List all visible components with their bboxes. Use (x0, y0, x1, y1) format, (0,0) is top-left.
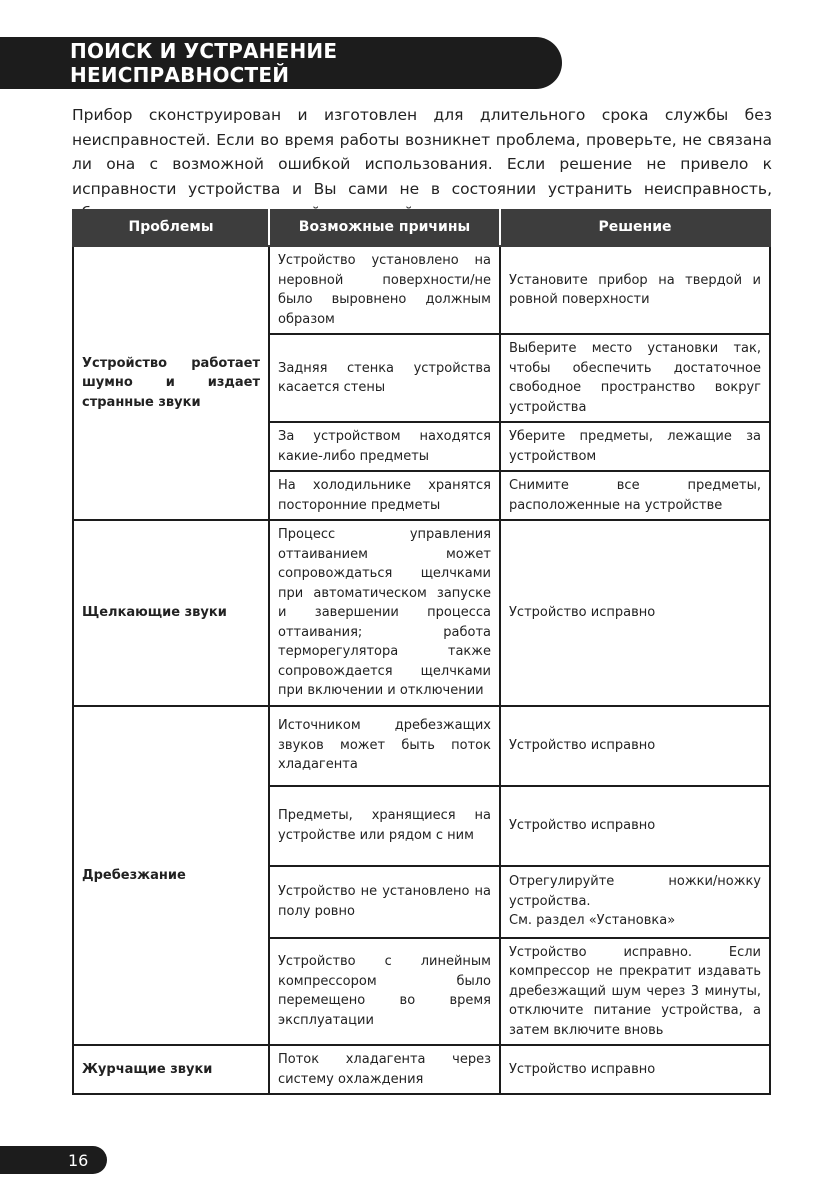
problem-cell: Дребезжание (73, 706, 269, 1046)
table-row (73, 246, 770, 334)
cause-cell: Источником дребезжащих звуков может быть поток хладагента (269, 706, 500, 786)
column-header-causes: Возможные причины (269, 210, 500, 246)
cause-cell: На холодильнике хранятся посторонние предметы (269, 471, 500, 520)
troubleshooting-table (72, 209, 771, 1095)
cause-cell: Предметы, хранящиеся на устройстве или рядом с ним (269, 786, 500, 866)
column-header-problems: Проблемы (73, 210, 269, 246)
problem-cell: Устройство работает шумно и издает странные звуки (73, 246, 269, 520)
table-header-row (73, 210, 770, 246)
cause-cell: Устройство не установлено на полу ровно (269, 866, 500, 938)
page-title: ПОИСК И УСТРАНЕНИЕ НЕИСПРАВНОСТЕЙ (70, 39, 338, 87)
column-header-solution: Решение (500, 210, 770, 246)
page-number: 16 (68, 1150, 89, 1170)
table-row (73, 520, 770, 706)
solution-cell: Устройство исправно. Если компрессор не прекратит издавать дребезжащий шум через 3 минуты, отключите питание устройства, а затем включите вновь (500, 938, 770, 1046)
solution-cell: Устройство исправно (500, 706, 770, 786)
solution-cell: Уберите предметы, лежащие за устройством (500, 422, 770, 471)
solution-cell: Устройство исправно (500, 786, 770, 866)
problem-cell: Щелкающие звуки (73, 520, 269, 706)
cause-cell: Поток хладагента через систему охлаждения (269, 1045, 500, 1094)
solution-cell: Выберите место установки так, чтобы обеспечить достаточное свободное пространство вокруг устройства (500, 334, 770, 422)
solution-cell (500, 866, 770, 938)
section-header-bar (0, 37, 562, 89)
problem-cell: Журчащие звуки (73, 1045, 269, 1094)
table-row (73, 1045, 770, 1094)
solution-cell: Снимите все предметы, расположенные на устройстве (500, 471, 770, 520)
cause-cell: Устройство установлено на неровной поверхности/не было выровнено должным образом (269, 246, 500, 334)
intro-paragraph: Прибор сконструирован и изготовлен для длительного срока службы без неисправностей. Если во время работы возникнет проблема, проверьте, не связана ли она с возможной ошибкой использования. Если решение не привело к исправности устройства и Вы сами не в состоянии устранить неисправность, (72, 106, 772, 198)
cause-cell: Процесс управления оттаиванием может сопровождаться щелчками при автоматическом запуске и завершении процесса оттаивания; работа терморегулятора также сопровождается щелчками при включении и отключении (269, 520, 500, 706)
solution-cell: Устройство исправно (500, 1045, 770, 1094)
cause-cell: За устройством находятся какие-либо предметы (269, 422, 500, 471)
solution-reference: См. раздел «Установка» (509, 913, 676, 929)
table-row (73, 706, 770, 786)
solution-cell: Устройство исправно (500, 520, 770, 706)
page-number-tab (0, 1146, 107, 1174)
cause-cell: Задняя стенка устройства касается стены (269, 334, 500, 422)
solution-cell: Установите прибор на твердой и ровной поверхности (500, 246, 770, 334)
cause-cell: Устройство с линейным компрессором было перемещено во время эксплуатации (269, 938, 500, 1046)
solution-text: Отрегулируйте ножки/ножку устройства. (509, 874, 761, 909)
